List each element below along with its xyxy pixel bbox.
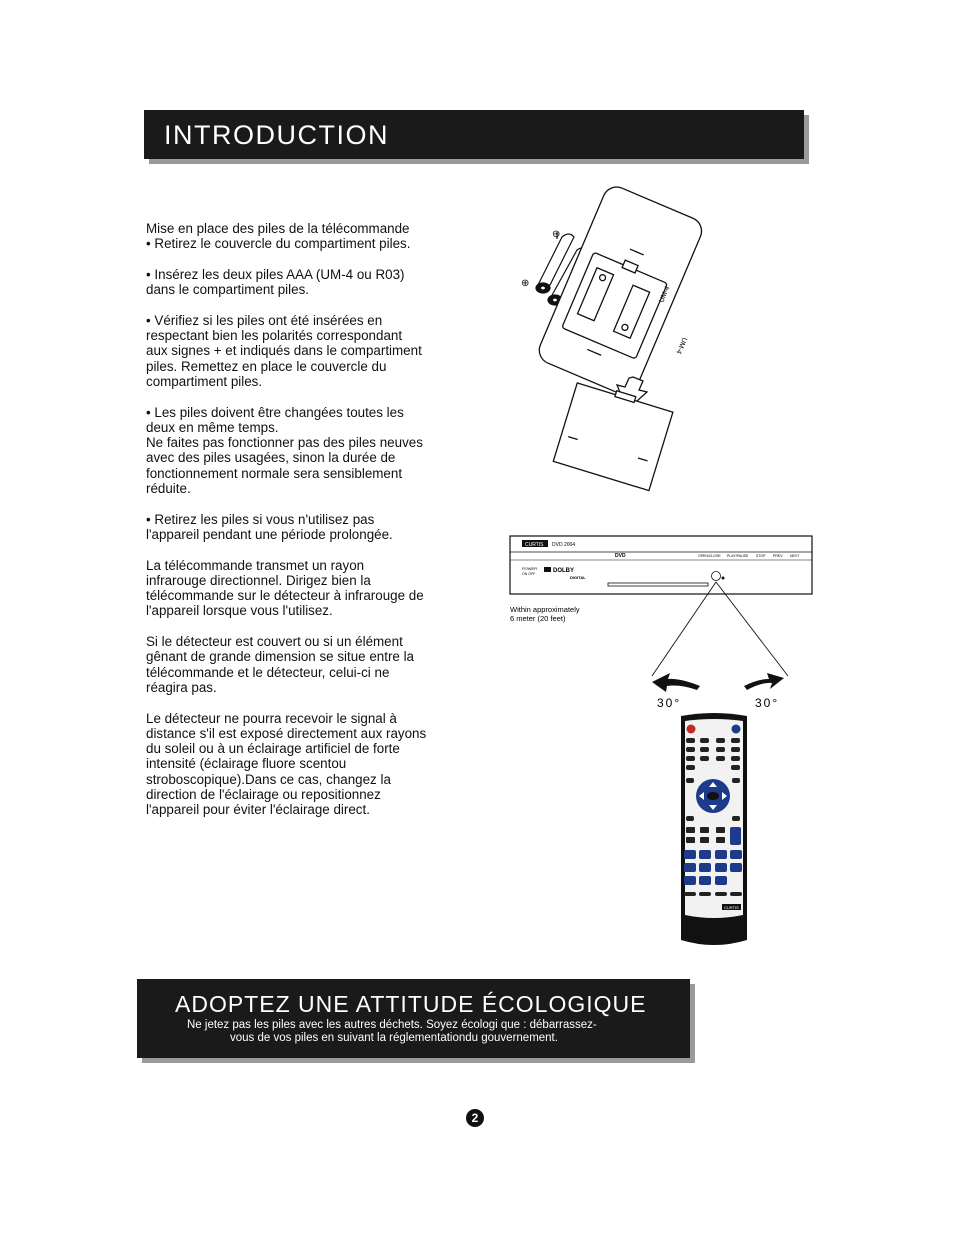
text-line: dans le compartiment piles. bbox=[146, 282, 309, 298]
battery-plus-sign: ⊕ bbox=[521, 278, 530, 289]
battery-label: UM-4 bbox=[658, 285, 672, 304]
player-button-next: NEXT bbox=[790, 554, 800, 558]
text-line: piles. Remettez en place le couvercle du bbox=[146, 358, 387, 374]
text-line: • Retirez les piles si vous n'utilisez pas bbox=[146, 511, 375, 527]
eject-button-icon bbox=[732, 725, 741, 734]
section-title: INTRODUCTION bbox=[164, 120, 389, 150]
text-line: stroboscopique).Dans ce cas, changez la bbox=[146, 771, 391, 787]
text-line: Le détecteur ne pourra recevoir le signal à bbox=[146, 710, 397, 726]
distance-note: Within approximately bbox=[510, 605, 580, 614]
text-line: deux en même temps. bbox=[146, 419, 279, 435]
text-line: Si le détecteur est couvert ou si un élément bbox=[146, 634, 403, 650]
text-line: télécommande et le détecteur, celui-ci ne bbox=[146, 664, 390, 680]
text-line: réagira pas. bbox=[146, 679, 217, 695]
text-line: du soleil ou à un éclairage artificiel de forte bbox=[146, 741, 400, 757]
page-number: 2 bbox=[466, 1109, 484, 1127]
dvd-player-front bbox=[510, 536, 812, 594]
player-model: DVD 2004 bbox=[552, 542, 576, 548]
text-line: respectant bien les polarités correspondant bbox=[146, 328, 403, 344]
text-line: l'appareil pendant une période prolongée. bbox=[146, 526, 393, 542]
paragraph-insert-batteries bbox=[146, 267, 491, 298]
remote-control-figure bbox=[678, 712, 750, 948]
player-button-prev: PREV bbox=[773, 554, 783, 558]
instructions-text bbox=[146, 221, 491, 833]
battery-cover bbox=[553, 379, 674, 490]
angle-right-label: 30° bbox=[755, 696, 780, 710]
battery-label: UM-4 bbox=[674, 336, 688, 355]
navigation-pad-icon bbox=[696, 779, 730, 813]
paragraph-check-polarity bbox=[146, 313, 491, 389]
power-label: POWER bbox=[522, 566, 538, 571]
paragraph-remove-unused bbox=[146, 512, 491, 543]
power-button-icon bbox=[687, 725, 696, 734]
text-line: La télécommande transmet un rayon bbox=[146, 557, 365, 573]
text-line: • Insérez les deux piles AAA (UM-4 ou R03) bbox=[146, 266, 405, 282]
text-line: aux signes + et indiqués dans le compartiment bbox=[146, 343, 422, 359]
player-brand: CURTIS bbox=[525, 542, 544, 548]
dolby-digital-logo: DIGITAL bbox=[570, 575, 586, 580]
text-line: Ne faites pas fonctionner pas des piles neuves bbox=[146, 435, 423, 451]
remote-brand: CURTIS bbox=[724, 905, 739, 910]
text-line: réduite. bbox=[146, 481, 191, 497]
text-line: Mise en place des piles de la télécommande bbox=[146, 221, 410, 236]
paragraph-battery-setup bbox=[146, 221, 491, 252]
distance-note: 6 meter (20 feet) bbox=[510, 614, 566, 623]
right-angle-arrow-icon bbox=[744, 673, 784, 690]
ecology-text-line: vous de vos piles en suivant la réglementationdu gouvernement. bbox=[230, 1032, 558, 1044]
power-state-label: ON OFF bbox=[522, 572, 536, 576]
text-line: l'appareil lorsque vous l'utilisez. bbox=[146, 603, 333, 619]
text-line: • Les piles doivent être changées toutes les bbox=[146, 404, 404, 420]
text-line: gênant de grande dimension se situe entre la bbox=[146, 649, 414, 665]
paragraph-infrared bbox=[146, 558, 491, 619]
player-button-stop: STOP bbox=[756, 554, 766, 558]
text-line: l'appareil pour éviter l'éclairage direct. bbox=[146, 802, 370, 818]
text-line: télécommande sur le détecteur à infrarouge de bbox=[146, 588, 424, 604]
player-button-play-pause: PLAY/PAUSE bbox=[727, 554, 749, 558]
paragraph-change-together bbox=[146, 405, 491, 497]
text-line: • Vérifiez si les piles ont été insérées en bbox=[146, 312, 383, 328]
battery-insertion-figure bbox=[505, 185, 688, 505]
paragraph-obstruction bbox=[146, 634, 491, 695]
introduction-banner bbox=[144, 110, 804, 159]
player-range-figure bbox=[500, 530, 820, 720]
ecology-text-line: Ne jetez pas les piles avec les autres déchets. Soyez écologi que : débarrassez- bbox=[187, 1019, 597, 1031]
ir-range-lines bbox=[652, 582, 788, 676]
ecology-title: ADOPTEZ UNE ATTITUDE ÉCOLOGIQUE bbox=[175, 991, 647, 1017]
text-line: • Retirez le couvercle du compartiment piles. bbox=[146, 236, 411, 252]
ecology-banner bbox=[137, 979, 690, 1058]
dolby-logo: DOLBY bbox=[553, 568, 574, 574]
text-line: direction de l'éclairage ou repositionnez bbox=[146, 786, 381, 802]
angle-left-label: 30° bbox=[657, 696, 682, 710]
text-line: intensité (éclairage fluore scentou bbox=[146, 756, 347, 772]
text-line: avec des piles usagées, sinon la durée de bbox=[146, 450, 396, 466]
paragraph-lighting bbox=[146, 711, 491, 818]
dvd-logo: DVD bbox=[615, 553, 626, 559]
battery-minus-sign: ⊖ bbox=[552, 229, 561, 240]
text-line: infrarouge directionnel. Dirigez bien la bbox=[146, 572, 371, 588]
player-button-open-close: OPEN/CLOSE bbox=[698, 554, 721, 558]
text-line: distance s'il est exposé directement aux rayons bbox=[146, 725, 427, 741]
text-line: compartiment piles. bbox=[146, 373, 263, 389]
text-line: fonctionnement normale sera sensiblement bbox=[146, 465, 403, 481]
left-angle-arrow-icon bbox=[652, 673, 700, 692]
